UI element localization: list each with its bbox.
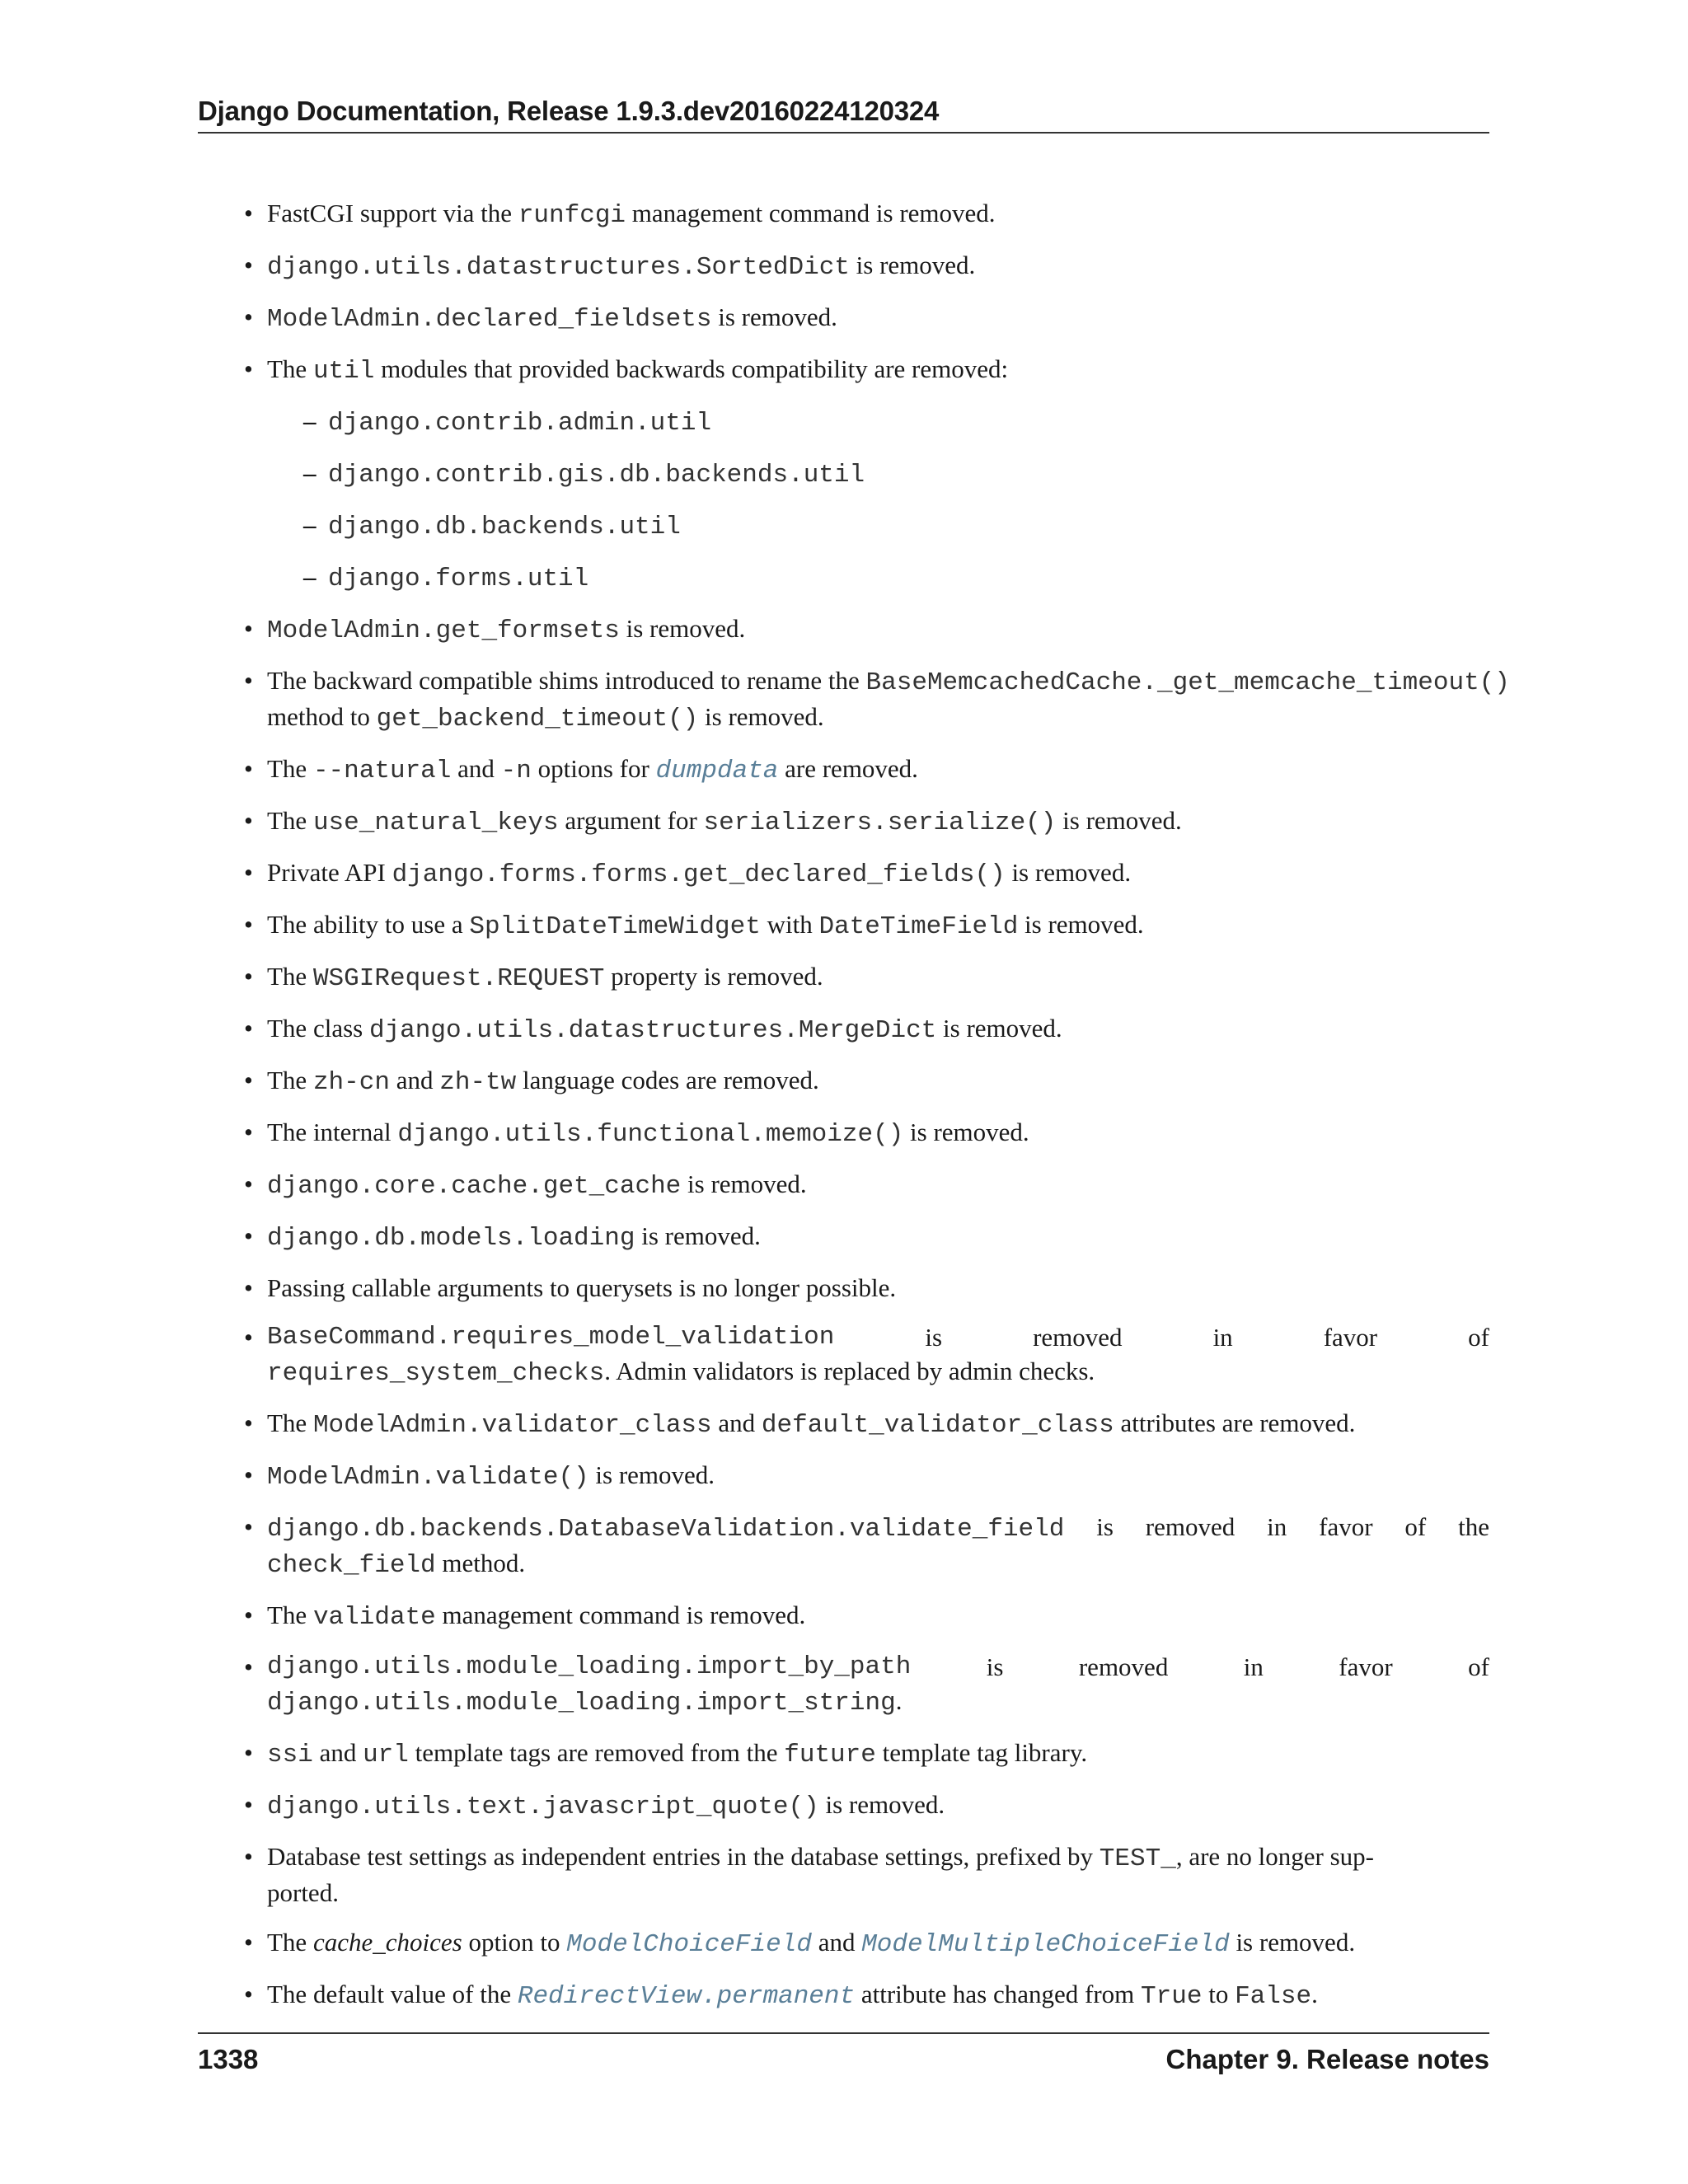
list-item: • django.core.cache.get_cache is removed.: [198, 1167, 1489, 1203]
list-item: • The backward compatible shims introduced to rename the BaseMemcachedCache._get_memcache_timeout() method to get_backend_timeout() is removed.: [198, 663, 1489, 736]
list-item: • ModelAdmin.get_formsets is removed.: [198, 612, 1489, 648]
list-item: • The WSGIRequest.REQUEST property is removed.: [198, 959, 1489, 996]
list-item: • The ModelAdmin.validator_class and default_validator_class attributes are removed.: [198, 1406, 1489, 1442]
inline-code: django.utils.datastructures.SortedDict: [267, 253, 850, 282]
list-item: • Database test settings as independent entries in the database settings, prefixed by TEST_, are no longer sup- ported.: [198, 1840, 1489, 1910]
list-item: • django.db.backends.DatabaseValidation.validate_field is removed in favor of the check_field method.: [198, 1510, 1489, 1582]
dumpdata-link[interactable]: dumpdata: [655, 757, 779, 785]
list-item: • django.db.models.loading is removed.: [198, 1219, 1489, 1255]
chapter-title: Chapter 9. Release notes: [1165, 2044, 1489, 2074]
removed-features-list: [198, 196, 1510, 2013]
inline-code: ModelAdmin.get_formsets: [267, 616, 620, 645]
inline-code: runfcgi: [518, 201, 626, 230]
list-item: • The class django.utils.datastructures.MergeDict is removed.: [198, 1011, 1489, 1047]
list-item: • Passing callable arguments to querysets is no longer possible.: [198, 1271, 1489, 1305]
list-item: • The util modules that provided backwards compatibility are removed: – django.contrib.admin.util – django.contrib.gis.db.backends.util – django.db.backends.util – django.forms.util: [198, 352, 1489, 596]
inline-code: BaseMemcachedCache._get_memcache_timeout(): [865, 668, 1510, 697]
running-header: [198, 91, 1489, 134]
list-item: • Private API django.forms.forms.get_declared_fields() is removed.: [198, 855, 1489, 892]
inline-code: util: [312, 357, 375, 386]
list-item: • django.utils.text.javascript_quote() is removed.: [198, 1788, 1489, 1824]
list-item: • ModelAdmin.declared_fieldsets is removed.: [198, 300, 1489, 336]
page-number: 1338: [198, 2044, 259, 2074]
list-item: • ssi and url template tags are removed from the future template tag library.: [198, 1736, 1489, 1772]
sublist-item: – django.contrib.admin.util: [267, 404, 1489, 440]
list-item: • BaseCommand.requires_model_validation is removed in favor of requires_system_checks. Admin validators is replaced by admin checks.: [198, 1320, 1489, 1390]
list-item: • The cache_choices option to ModelChoiceField and ModelMultipleChoiceField is removed.: [198, 1925, 1489, 1961]
list-item: • The zh-cn and zh-tw language codes are removed.: [198, 1063, 1489, 1099]
redirectview-permanent-link[interactable]: RedirectView.permanent: [517, 1982, 856, 2011]
running-footer: [198, 2032, 1489, 2080]
list-item: • FastCGI support via the runfcgi management command is removed.: [198, 196, 1489, 232]
modelmultiplechoicefield-link[interactable]: ModelMultipleChoiceField: [861, 1930, 1230, 1959]
page-content: [198, 196, 1510, 2029]
list-item: • The default value of the RedirectView.permanent attribute has changed from True to False.: [198, 1977, 1489, 2013]
list-item: • The validate management command is removed.: [198, 1598, 1489, 1634]
list-item: • ModelAdmin.validate() is removed.: [198, 1458, 1489, 1494]
list-item: • django.utils.module_loading.import_by_path is removed in favor of django.utils.module_loading.import_string.: [198, 1650, 1489, 1720]
list-item: • django.utils.datastructures.SortedDict is removed.: [198, 248, 1489, 284]
list-item: • The internal django.utils.functional.memoize() is removed.: [198, 1115, 1489, 1151]
util-modules-sublist: [267, 404, 1489, 596]
inline-code: ModelAdmin.declared_fieldsets: [267, 305, 712, 334]
modelchoicefield-link[interactable]: ModelChoiceField: [566, 1930, 812, 1959]
header-title: Django Documentation, Release 1.9.3.dev20160224120324: [198, 96, 940, 126]
list-item: • The --natural and -n options for dumpdata are removed.: [198, 752, 1489, 788]
list-item: • The ability to use a SplitDateTimeWidget with DateTimeField is removed.: [198, 907, 1489, 944]
sublist-item: – django.contrib.gis.db.backends.util: [267, 456, 1489, 492]
list-item: • The use_natural_keys argument for serializers.serialize() is removed.: [198, 804, 1489, 840]
sublist-item: – django.db.backends.util: [267, 508, 1489, 544]
sublist-item: – django.forms.util: [267, 560, 1489, 596]
inline-code: get_backend_timeout(): [376, 705, 699, 733]
